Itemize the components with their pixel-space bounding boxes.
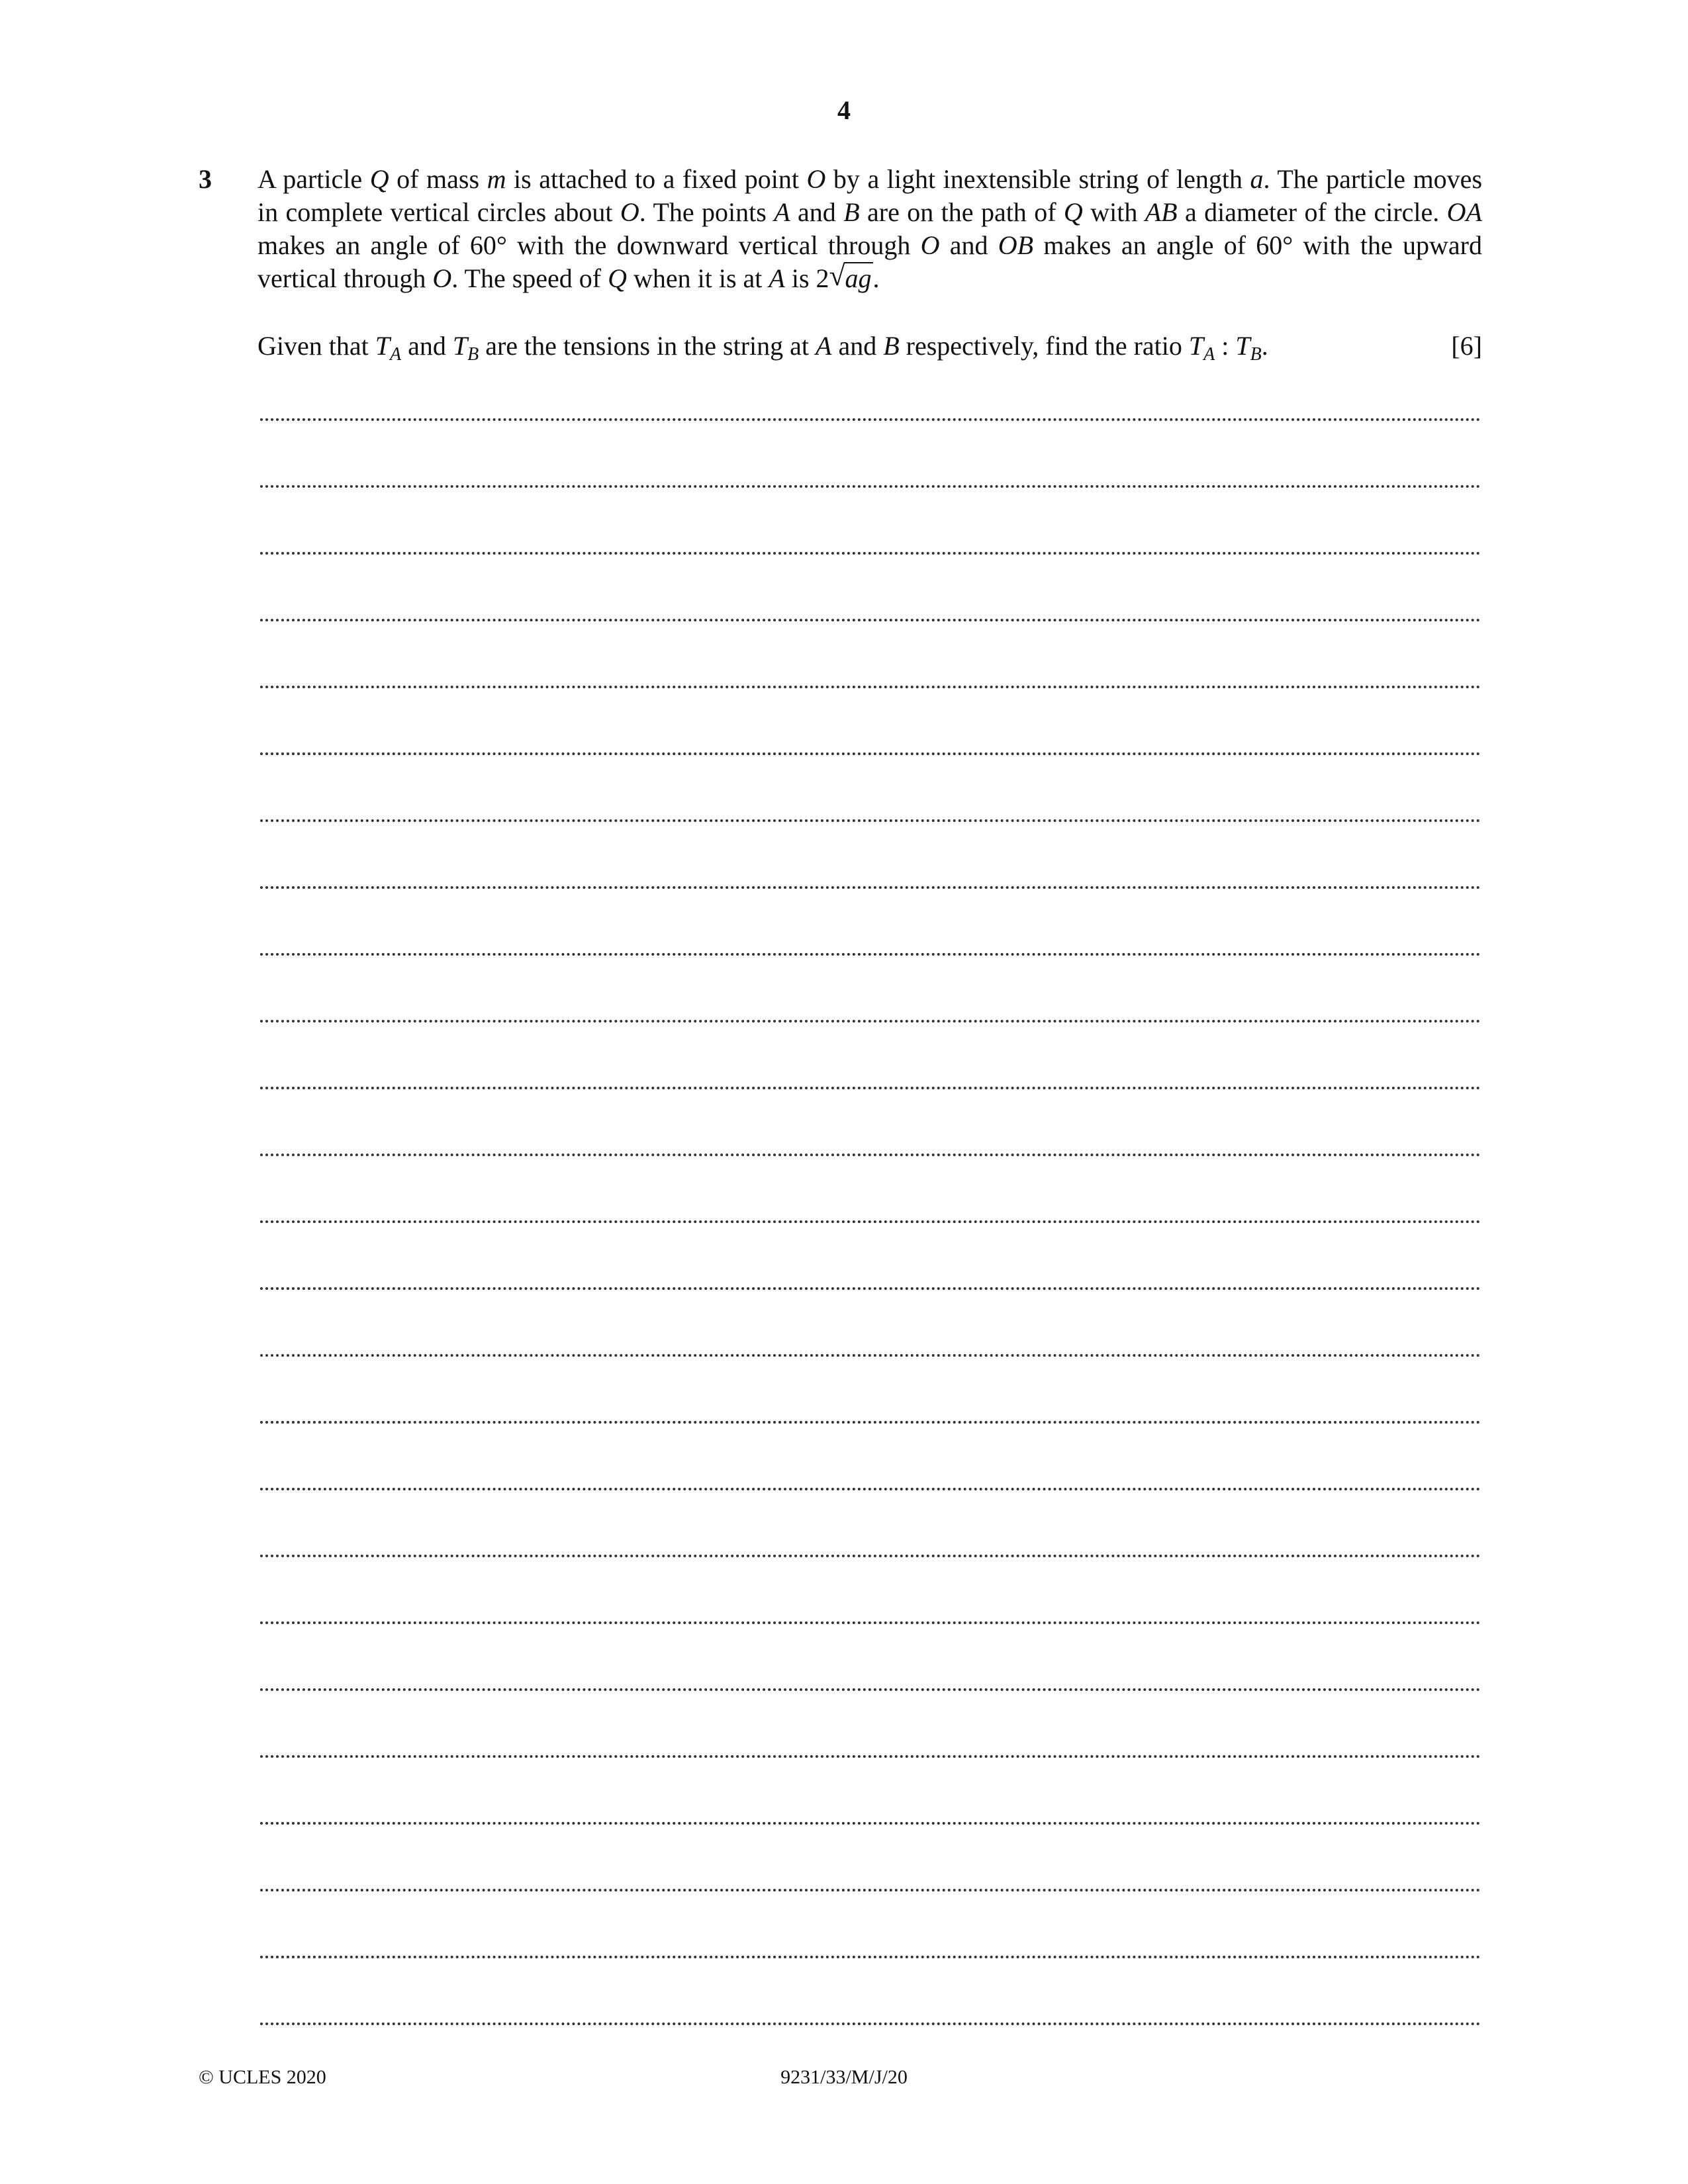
answer-line[interactable] bbox=[260, 421, 1481, 488]
answer-line[interactable] bbox=[260, 1557, 1481, 1624]
marks: [6] bbox=[1451, 331, 1482, 361]
answer-line[interactable] bbox=[260, 488, 1481, 555]
answer-line[interactable] bbox=[260, 956, 1481, 1023]
answer-line[interactable] bbox=[260, 1958, 1481, 2025]
answer-line[interactable] bbox=[260, 1089, 1481, 1156]
answer-line[interactable] bbox=[260, 1023, 1481, 1089]
answer-line[interactable] bbox=[260, 889, 1481, 956]
answer-line[interactable] bbox=[260, 1624, 1481, 1691]
answer-line[interactable] bbox=[260, 555, 1481, 621]
answer-line[interactable] bbox=[260, 409, 1481, 421]
footer-paper-code: 9231/33/M/J/20 bbox=[780, 2066, 908, 2088]
answer-line[interactable] bbox=[260, 1825, 1481, 1891]
question-text: A particle Q of mass m is attached to a fixed point O by a light inextensible string of length a. The particle moves in complete vertical circles about O. The points A and B are on the path of Q with AB a diameter of the circle. OA makes an angle of 60° with the downward vertical through O and OB makes an angle of 60° with the upward vertical through O. The speed of Q when it is at A is 2 √ ag. bbox=[258, 163, 1482, 295]
page-number: 4 bbox=[837, 95, 851, 125]
answer-line[interactable] bbox=[260, 1691, 1481, 1758]
answer-line[interactable] bbox=[260, 621, 1481, 688]
answer-line[interactable] bbox=[260, 1290, 1481, 1357]
answer-line[interactable] bbox=[260, 688, 1481, 755]
square-root: √ ag bbox=[829, 259, 872, 293]
question-number: 3 bbox=[199, 164, 212, 194]
answer-line[interactable] bbox=[260, 1357, 1481, 1424]
question-instruction: Given that $T_A$ and $T_B$ are the tensions in the string at A and B respectively, find the ratio $T_A$ : $T_B$. bbox=[258, 331, 1268, 365]
answer-lines[interactable] bbox=[260, 409, 1481, 2025]
answer-line[interactable] bbox=[260, 1891, 1481, 1958]
footer-copyright: © UCLES 2020 bbox=[199, 2066, 326, 2088]
answer-line[interactable] bbox=[260, 1490, 1481, 1557]
answer-line[interactable] bbox=[260, 822, 1481, 889]
answer-line[interactable] bbox=[260, 1758, 1481, 1825]
answer-line[interactable] bbox=[260, 1424, 1481, 1490]
answer-line[interactable] bbox=[260, 755, 1481, 822]
answer-line[interactable] bbox=[260, 1156, 1481, 1223]
answer-line[interactable] bbox=[260, 1223, 1481, 1290]
